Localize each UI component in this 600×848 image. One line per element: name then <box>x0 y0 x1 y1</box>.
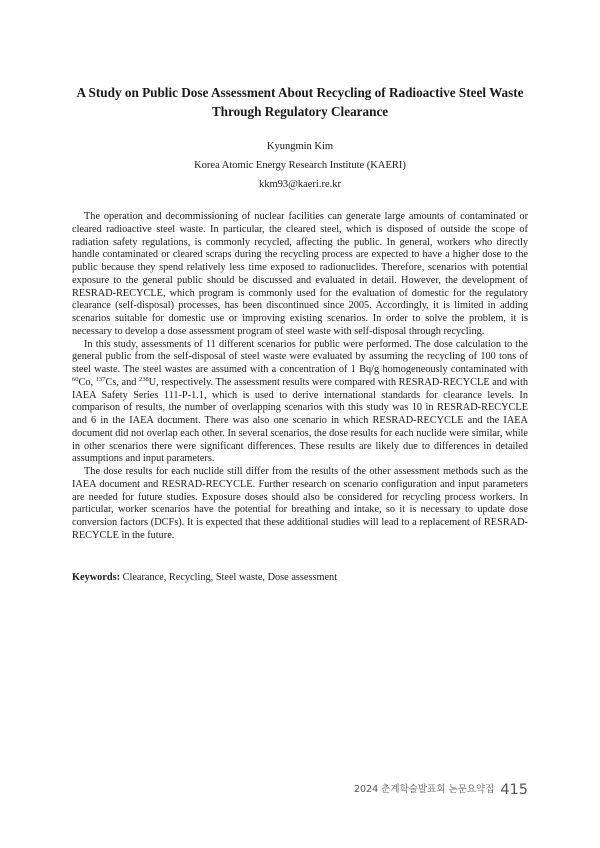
author-name: Kyungmin Kim <box>266 141 334 152</box>
paper-title: A Study on Public Dose Assessment About Recycling of Radioactive Steel Waste Through Regulatory Clearance <box>76 85 524 119</box>
page-footer <box>354 779 528 798</box>
superscript-u-238: 238 <box>139 375 149 383</box>
keywords-label: Keywords: <box>72 572 121 583</box>
paragraph-2-text-a: In this study, assessments of 11 different scenarios for public were performed. The dose calculation to the general public from the self-disposal of steel waste were evaluated by assuming the recycling of 100 tons of steel waste. The steel wastes are assumed with a concentration of 1 Bq/g homogeneously contaminated with <box>72 338 528 375</box>
paragraph-2-text-b: U, respectively. The assessment results were compared with RESRAD-RECYCLE and with IAEA Safety Series 111-P-1.1, which is used to derive international standards for clearance levels. In comparison of results, the number of overlapping scenarios with this study was 10 in RESRAD-RECYCLE and 6 in the IAEA document. There was also one scenario in which RESRAD-RECYCLE and the IAEA document did not overlap each other. In several scenarios, the dose results for each nuclide were similar, while in other scenarios there were significant differences. These results are likely due to differences in detailed assumptions and input parameters. <box>72 376 528 465</box>
abstract-body <box>72 211 528 543</box>
abstract-paragraph-1: The operation and decommissioning of nuclear facilities can generate large amounts of contaminated or cleared radioactive steel waste. In particular, the cleared steel, which is disposed of outside the scope of radiation safety regulations, is commonly recycled, affecting the public. In general, workers who directly handle contaminated or cleared scraps during the recycling process are expected to have a higher dose to the public because they spend relatively less time exposed to radionuclides. Therefore, scenarios with potential exposure to the general public should be discussed and evaluated in detail. However, the development of RESRAD-RECYCLE, which program is commonly used for the evaluation of domestic for the regulatory clearance (self-disposal) processes, has been discontinued since 2005. Accordingly, it is limited in adding scenarios suitable for domestic use or improving existing scenarios. In order to solve the problem, it is necessary to develop a dose assessment program of steel waste with self-disposal through recycling. <box>72 211 528 337</box>
superscript-co-60: 60 <box>72 375 79 383</box>
abstract-paragraph-2 <box>72 339 528 467</box>
superscript-cs-137: 137 <box>95 375 106 383</box>
element-cs: Cs, and <box>105 376 139 388</box>
abstract-paragraph-3: The dose results for each nuclide still differ from the results of the other assessment methods such as the IAEA document and RESRAD-RECYCLE. Further research on scenario configuration and input parameters are needed for future studies. Exposure doses should also be considered for recycling process workers. In particular, worker scenarios have the potential for breathing and intake, so it is necessary to update dose conversion factors (DCFs). It is expected that these additional studies will lead to a replacement of RESRAD-RECYCLE in the future. <box>72 466 528 541</box>
keywords-list: Clearance, Recycling, Steel waste, Dose assessment <box>120 572 338 583</box>
author-email: kkm93@kaeri.re.kr <box>259 179 341 190</box>
element-co: Co, <box>78 376 96 388</box>
conference-name: 2024 춘계학술발표회 논문요약집 <box>353 784 495 795</box>
author-affiliation: Korea Atomic Energy Research Institute (KAERI) <box>194 160 406 171</box>
keywords <box>72 571 528 584</box>
page-number: 415 <box>500 782 528 798</box>
